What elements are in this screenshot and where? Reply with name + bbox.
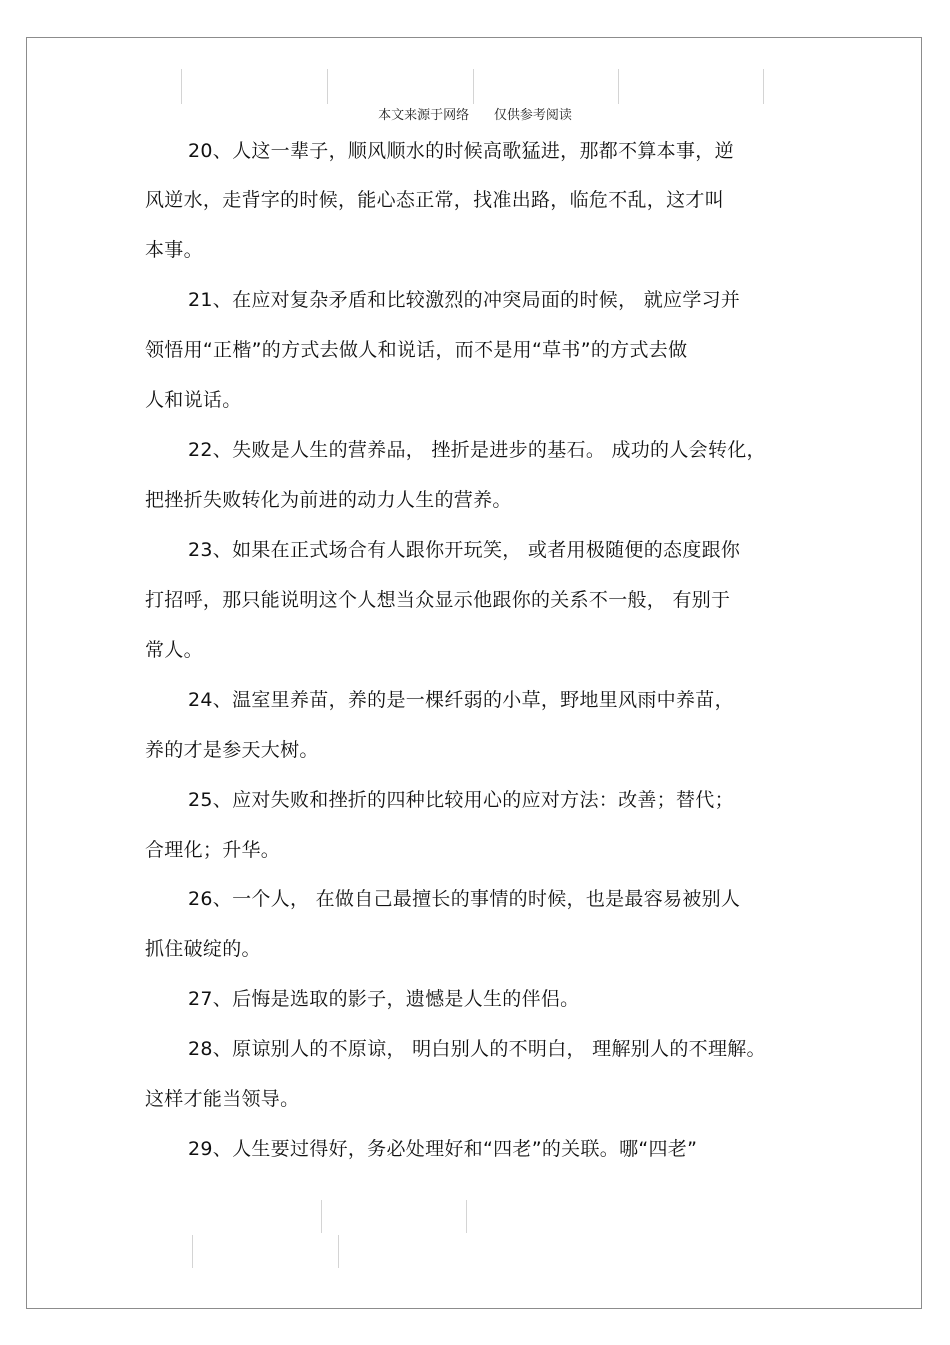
paragraph-21-line: 领悟用“正楷”的方式去做人和说话，而不是用“草书”的方式去做	[145, 339, 688, 361]
paragraph-21-line: 21、在应对复杂矛盾和比较激烈的冲突局面的时候， 就应学习并	[188, 289, 741, 311]
paragraph-24-line: 24、温室里养苗，养的是一棵纤弱的小草，野地里风雨中养苗，	[188, 689, 734, 711]
paragraph-23-line: 打招呼，那只能说明这个人想当众显示他跟你的关系不一般， 有别于	[145, 589, 731, 611]
paragraph-22-line: 把挫折失败转化为前进的动力人生的营养。	[145, 489, 512, 511]
decor-rule	[181, 69, 182, 104]
paragraph-25-line: 25、应对失败和挫折的四种比较用心的应对方法：改善；替代；	[188, 789, 734, 811]
paragraph-24-line: 养的才是参天大树。	[145, 739, 319, 761]
paragraph-28-line: 28、原谅别人的不原谅， 明白别人的不明白， 理解别人的不理解。	[188, 1038, 766, 1060]
paragraph-28-line: 这样才能当领导。	[145, 1088, 300, 1110]
paragraph-21-line: 人和说话。	[145, 389, 242, 411]
decor-rule	[338, 1235, 339, 1268]
paragraph-29-line: 29、人生要过得好，务必处理好和“四老”的关联。哪“四老”	[188, 1138, 698, 1160]
paragraph-23-line: 23、如果在正式场合有人跟你开玩笑， 或者用极随便的态度跟你	[188, 539, 741, 561]
paragraph-22-line: 22、失败是人生的营养品， 挫折是进步的基石。 成功的人会转化，	[188, 439, 766, 461]
paragraph-26-line: 抓住破绽的。	[145, 938, 261, 960]
decor-rule	[192, 1235, 193, 1268]
decor-rule	[763, 69, 764, 104]
page-frame	[26, 37, 922, 1309]
paragraph-20-line: 本事。	[145, 239, 203, 261]
decor-rule	[321, 1200, 322, 1233]
paragraph-20-line: 风逆水，走背字的时候，能心态正常，找准出路，临危不乱，这才叫	[145, 189, 725, 211]
decor-rule	[618, 69, 619, 104]
paragraph-25-line: 合理化；升华。	[145, 839, 281, 861]
paragraph-26-line: 26、一个人， 在做自己最擅长的事情的时候，也是最容易被别人	[188, 888, 741, 910]
decor-rule	[466, 1200, 467, 1233]
decor-rule	[327, 69, 328, 104]
page-header: 本文来源于网络 仅供参考阅读	[378, 108, 572, 123]
paragraph-20-line: 20、人这一辈子，顺风顺水的时候高歌猛进，那都不算本事，逆	[188, 140, 734, 162]
decor-rule	[473, 69, 474, 104]
paragraph-23-line: 常人。	[145, 639, 203, 661]
paragraph-27-line: 27、后悔是选取的影子，遗憾是人生的伴侣。	[188, 988, 580, 1010]
